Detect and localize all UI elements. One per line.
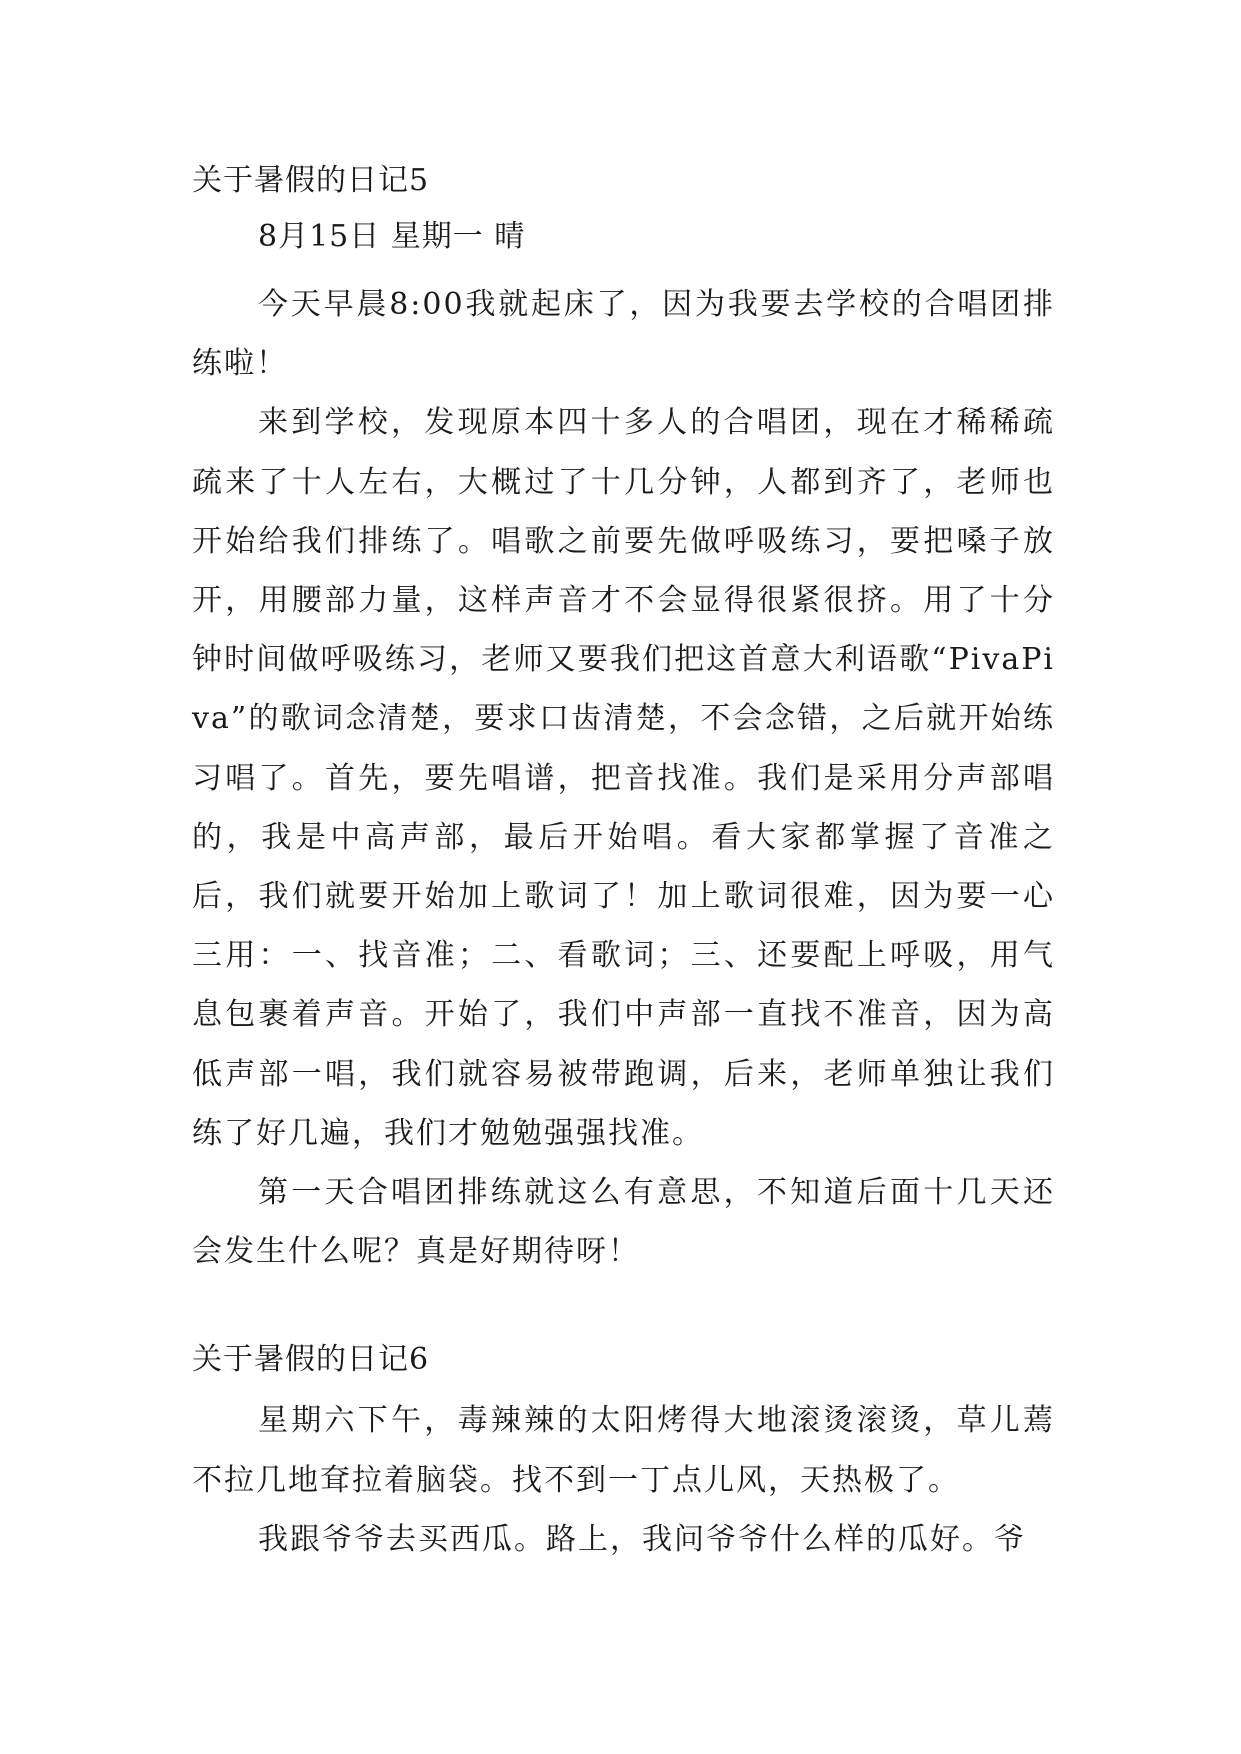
diary-entry-5 [192, 160, 1055, 1281]
entry-title: 关于暑假的日记6 [192, 1342, 430, 1378]
paragraph: 今天早晨8:00我就起床了，因为我要去学校的合唱团排练啦！ [192, 287, 1055, 382]
paragraph: 第一天合唱团排练就这么有意思，不知道后面十几天还会发生什么呢？真是好期待呀！ [192, 1175, 1055, 1270]
section-spacer [192, 1281, 1055, 1339]
paragraph: 星期六下午，毒辣辣的太阳烤得大地滚烫滚烫，草儿蔫不拉几地耷拉着脑袋。找不到一丁点儿风，天热极了。 [192, 1403, 1055, 1498]
paragraph: 我跟爷爷去买西瓜。路上，我问爷爷什么样的瓜好。爷 [258, 1521, 1026, 1557]
paragraph: 来到学校，发现原本四十多人的合唱团，现在才稀稀疏疏来了十人左右，大概过了十几分钟，人都到齐了，老师也开始给我们排练了。唱歌之前要先做呼吸练习，要把嗓子放开，用腰部力量，这样声音才不会显得很紧很挤。用了十分钟时间做呼吸练习，老师又要我们把这首意大利语歌“PivaPiva”的歌词念清楚，要求口齿清楚，不会念错，之后就开始练习唱了。首先，要先唱谱，把音找准。我们是采用分声部唱的，我是中高声部，最后开始唱。看大家都掌握了音准之后，我们就要开始加上歌词了！加上歌词很难，因为要一心三用：一、找音准；二、看歌词；三、还要配上呼吸，用气息包裹着声音。开始了，我们中声部一直找不准音，因为高低声部一唱，我们就容易被带跑调，后来，老师单独让我们练了好几遍，我们才勉勉强强找准。 [192, 405, 1055, 1151]
entry-title: 关于暑假的日记5 [192, 163, 430, 198]
diary-entry-6 [192, 1339, 1055, 1569]
document-page [192, 160, 1055, 1569]
entry-date: 8月15日 星期一 晴 [258, 219, 526, 254]
